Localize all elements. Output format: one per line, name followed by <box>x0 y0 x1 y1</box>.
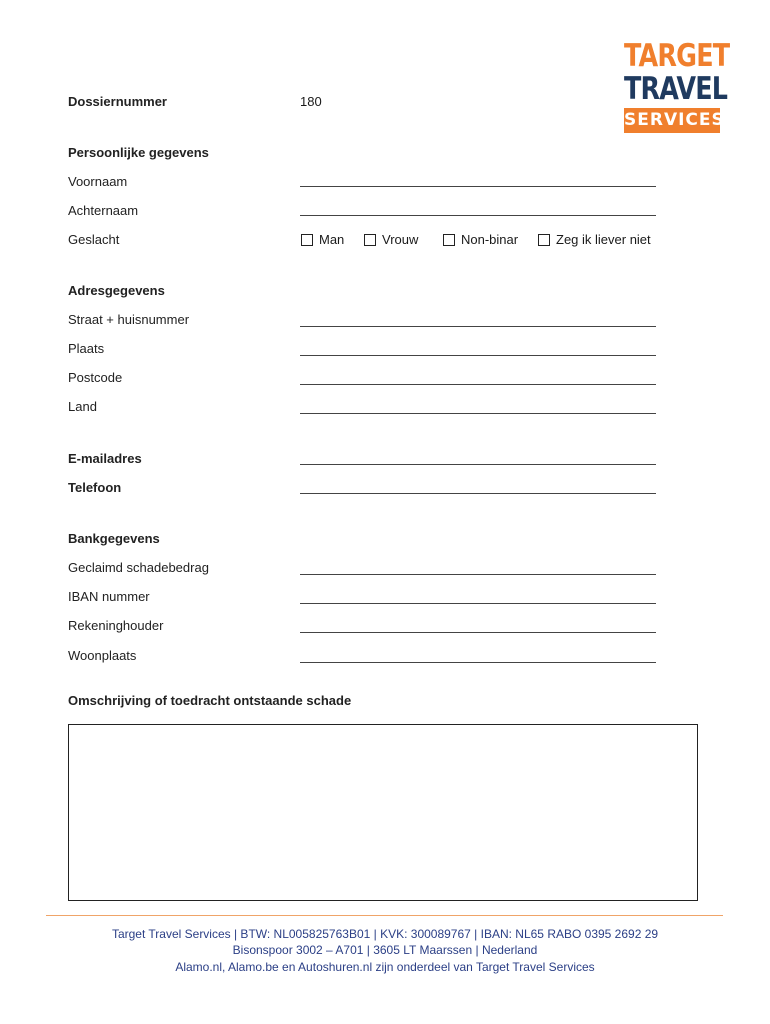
residence-label: Woonplaats <box>68 648 137 663</box>
last-name-field[interactable] <box>300 215 656 216</box>
country-field[interactable] <box>300 413 656 414</box>
gender-option-label: Man <box>319 232 345 247</box>
country-label: Land <box>68 399 97 414</box>
logo-word-services: SERVICES <box>624 108 720 133</box>
gender-option-label: Vrouw <box>382 232 419 247</box>
city-field[interactable] <box>300 355 656 356</box>
phone-field[interactable] <box>300 493 656 494</box>
description-heading: Omschrijving of toedracht ontstaande schade <box>68 693 352 708</box>
footer-divider <box>46 915 723 916</box>
footer-brands-line: Alamo.nl, Alamo.be en Autoshuren.nl zijn onderdeel van Target Travel Services <box>175 960 595 974</box>
bank-heading: Bankgegevens <box>68 531 160 546</box>
email-label: E-mailadres <box>68 451 142 466</box>
checkbox-icon[interactable] <box>538 234 550 246</box>
iban-label: IBAN nummer <box>68 589 150 604</box>
holder-label: Rekeninghouder <box>68 618 164 633</box>
gender-option-label: Zeg ik liever niet <box>556 232 651 247</box>
email-field[interactable] <box>300 464 656 465</box>
dossier-label: Dossiernummer <box>68 94 167 109</box>
gender-option-vrouw[interactable] <box>364 232 418 248</box>
address-heading: Adresgegevens <box>68 283 165 298</box>
footer-company-line: Target Travel Services | BTW: NL005825763B01 | KVK: 300089767 | IBAN: NL65 RABO 0395 2692 29 <box>111 927 659 941</box>
description-textarea[interactable] <box>68 724 698 901</box>
postcode-field[interactable] <box>300 384 656 385</box>
checkbox-icon[interactable] <box>301 234 313 246</box>
gender-option-non-binar[interactable] <box>443 232 518 248</box>
gender-label: Geslacht <box>68 232 120 247</box>
phone-label: Telefoon <box>68 480 122 495</box>
street-label: Straat + huisnummer <box>68 312 190 327</box>
logo-word-target: TARGET <box>624 38 730 74</box>
amount-label: Geclaimd schadebedrag <box>68 560 209 575</box>
postcode-label: Postcode <box>68 370 123 385</box>
iban-field[interactable] <box>300 603 656 604</box>
residence-field[interactable] <box>300 662 656 663</box>
amount-field[interactable] <box>300 574 656 575</box>
gender-option-zeg-ik-liever-niet[interactable] <box>538 232 651 248</box>
street-field[interactable] <box>300 326 656 327</box>
gender-option-man[interactable] <box>301 232 344 248</box>
checkbox-icon[interactable] <box>364 234 376 246</box>
gender-option-label: Non-binar <box>461 232 519 247</box>
personal-heading: Persoonlijke gegevens <box>68 145 209 160</box>
city-label: Plaats <box>68 341 105 356</box>
first-name-field[interactable] <box>300 186 656 187</box>
footer-address-line: Bisonspoor 3002 – A701 | 3605 LT Maarssen | Nederland <box>232 943 538 957</box>
logo-word-travel: TRAVEL <box>624 71 728 107</box>
company-logo <box>624 40 728 133</box>
first-name-label: Voornaam <box>68 174 128 189</box>
last-name-label: Achternaam <box>68 203 139 218</box>
checkbox-icon[interactable] <box>443 234 455 246</box>
holder-field[interactable] <box>300 632 656 633</box>
dossier-value: 180 <box>300 94 322 109</box>
